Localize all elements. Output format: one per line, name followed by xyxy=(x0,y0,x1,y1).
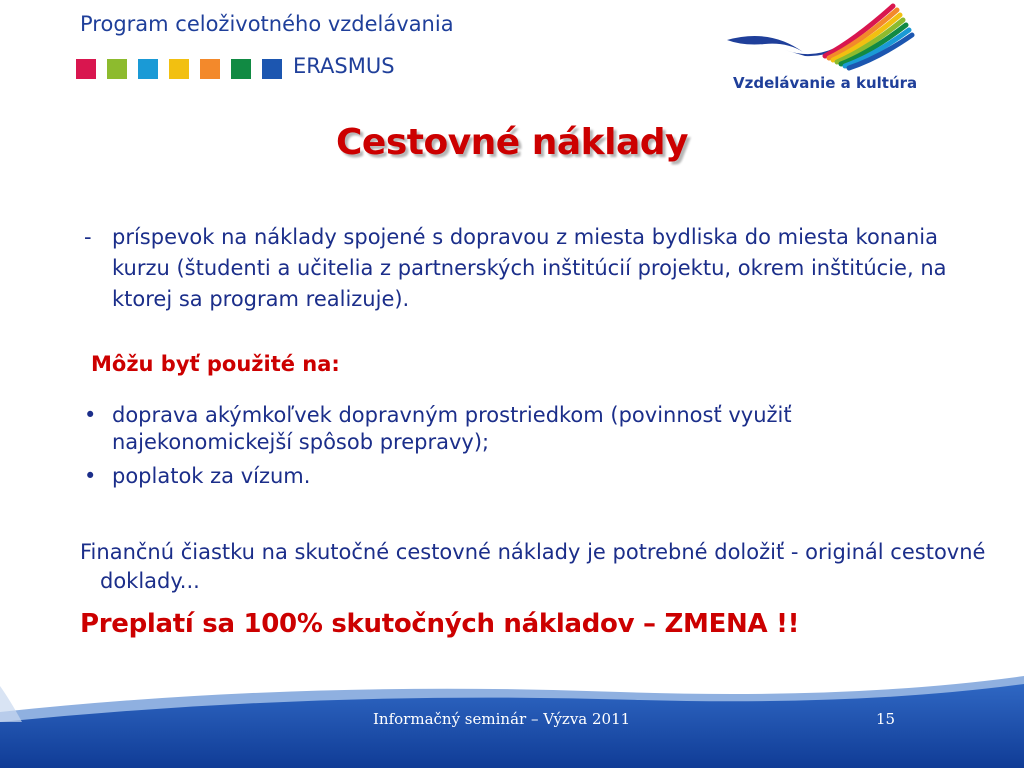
bullet-marker: • xyxy=(84,464,97,488)
footer-text: Informačný seminár – Výzva 2011 xyxy=(373,710,631,728)
dash-item-text: príspevok na náklady spojené s dopravou z miesta bydliska do miesta konania kurzu (študenti a učitelia z partnerských inštitúcií projektu, okrem inštitúcie, na ktorej sa program realizuje). xyxy=(112,225,947,311)
color-squares xyxy=(76,59,282,79)
culture-logo xyxy=(725,0,925,106)
color-square-5 xyxy=(200,59,220,79)
list-item-text: doprava akýmkoľvek dopravným prostriedkom (povinnosť využiť najekonomickejší spôsob prepravy); xyxy=(112,403,792,454)
erasmus-label: ERASMUS xyxy=(293,54,395,78)
bullet-list xyxy=(84,402,964,497)
color-square-6 xyxy=(231,59,251,79)
color-square-4 xyxy=(169,59,189,79)
bird-swoosh-icon xyxy=(725,0,925,80)
list-item-text: poplatok za vízum. xyxy=(112,464,311,488)
subheading: Môžu byť použité na: xyxy=(91,352,340,376)
color-square-7 xyxy=(262,59,282,79)
list-item xyxy=(84,402,964,456)
dash-item xyxy=(84,222,964,315)
bullet-marker: • xyxy=(84,403,97,427)
refund-note: Preplatí sa 100% skutočných nákladov – ZMENA !! xyxy=(80,609,800,639)
program-title: Program celoživotného vzdelávania xyxy=(80,12,454,36)
color-square-3 xyxy=(138,59,158,79)
slide-title: Cestovné náklady xyxy=(336,122,688,163)
color-square-2 xyxy=(107,59,127,79)
finance-note: Finančnú čiastku na skutočné cestovné náklady je potrebné doložiť - originál cestovné doklady... xyxy=(80,540,986,593)
color-square-1 xyxy=(76,59,96,79)
page-number: 15 xyxy=(876,710,896,728)
logo-text: Vzdelávanie a kultúra xyxy=(733,74,918,92)
list-item xyxy=(84,463,964,490)
dash-marker: - xyxy=(84,225,92,249)
